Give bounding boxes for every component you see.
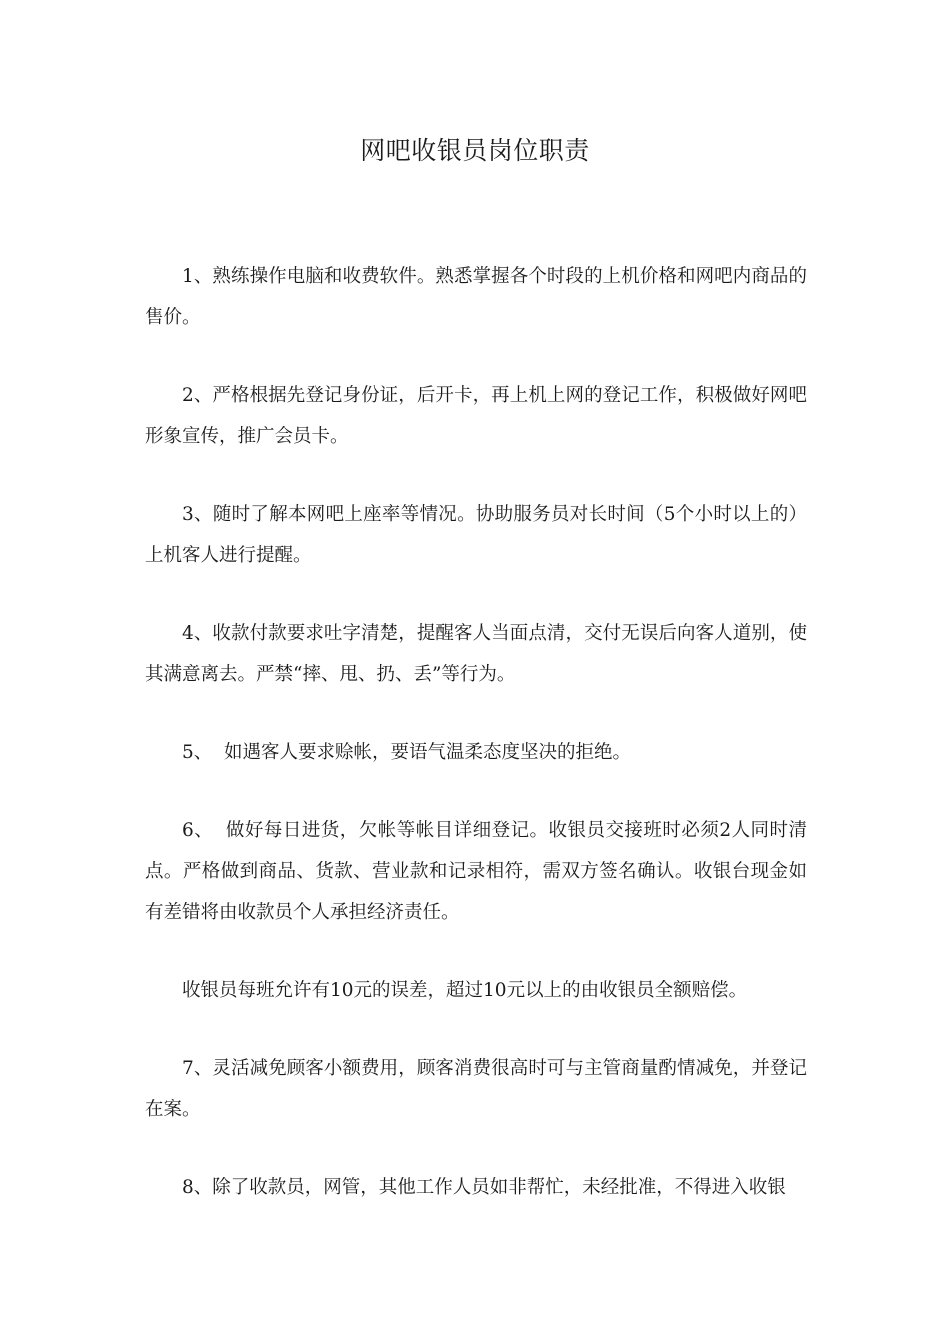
paragraph-7: 7、灵活减免顾客小额费用，顾客消费很高时可与主管商量酌情减免，并登记在案。 — [145, 1058, 807, 1120]
document-body — [145, 256, 807, 1245]
paragraph-8: 8、除了收款员，网管，其他工作人员如非帮忙，未经批准，不得进入收银 — [182, 1177, 786, 1198]
paragraph-6: 6、 做好每日进货，欠帐等帐目详细登记。收银员交接班时必须2人同时清点。严格做到商品、货款、营业款和记录相符，需双方签名确认。收银台现金如有差错将由收款员个人承担经济责任。 — [145, 820, 807, 923]
document-title: 网吧收银员岗位职责 — [360, 136, 590, 165]
paragraph-5: 5、 如遇客人要求赊帐，要语气温柔态度坚决的拒绝。 — [182, 742, 632, 763]
paragraph-compensation: 收银员每班允许有10元的误差，超过10元以上的由收银员全额赔偿。 — [182, 980, 748, 1001]
paragraph-4: 4、收款付款要求吐字清楚，提醒客人当面点清，交付无误后向客人道别，使其满意离去。严禁“摔、甩、扔、丢”等行为。 — [145, 623, 807, 685]
paragraph-2: 2、严格根据先登记身份证，后开卡，再上机上网的登记工作，积极做好网吧形象宣传，推广会员卡。 — [145, 385, 807, 447]
paragraph-3: 3、随时了解本网吧上座率等情况。协助服务员对长时间（5个小时以上的）上机客人进行提醒。 — [145, 504, 807, 566]
paragraph-1: 1、熟练操作电脑和收费软件。熟悉掌握各个时段的上机价格和网吧内商品的售价。 — [145, 266, 807, 328]
